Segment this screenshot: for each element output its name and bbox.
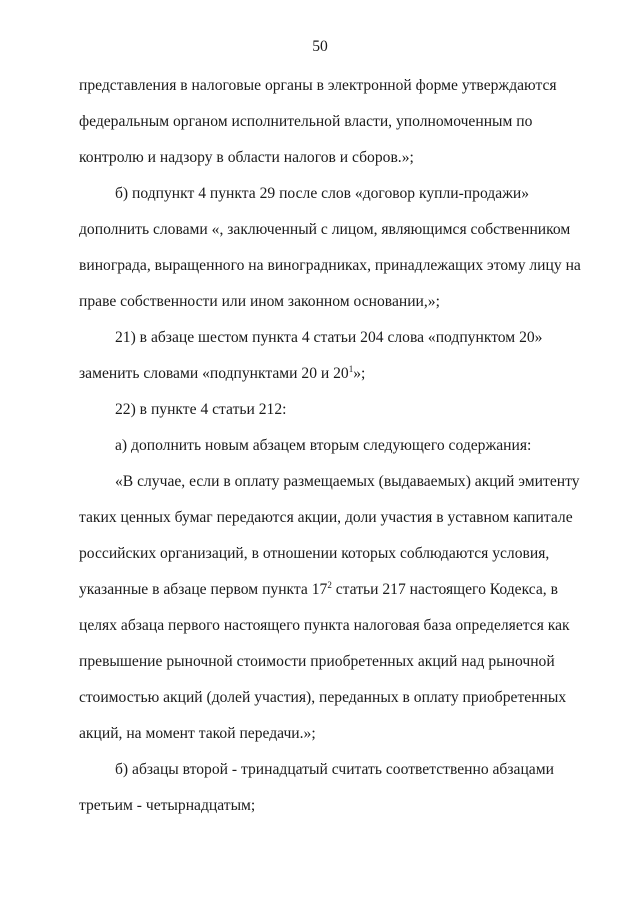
superscript: 2 [327,580,332,590]
line-text: винограда, выращенного на виноградниках, принадлежащих этому лицу на [79,257,581,274]
line-text: а) дополнить новым абзацем вторым следующего содержания: [115,437,532,454]
text-line [79,500,573,536]
text-line [79,716,567,752]
line-text: праве собственности или ином законном основании,»; [79,293,440,310]
document-body [79,68,581,824]
line-text: б) абзацы второй - тринадцатый считать соответственно абзацами [115,761,554,778]
text-line [79,284,567,320]
line-text: акций, на момент такой передачи.»; [79,725,316,742]
text-line [79,572,567,608]
text-line [79,212,571,248]
text-line [79,752,567,788]
text-line [79,68,567,104]
line-text: статьи 217 настоящего Кодекса, в [331,581,558,598]
text-line [79,356,567,392]
text-line [79,464,580,500]
text-line [79,104,567,140]
text-line [79,788,567,824]
line-text: »; [353,365,366,382]
line-text: 22) в пункте 4 статьи 212: [115,401,287,418]
line-text: «В случае, если в оплату размещаемых (выдаваемых) акций эмитенту [115,473,580,490]
line-text: целях абзаца первого настоящего пункта налоговая база определяется как [79,617,570,634]
line-text: стоимостью акций (долей участия), переданных в оплату приобретенных [79,689,567,706]
line-text: заменить словами «подпунктами 20 и 20 [79,365,349,382]
line-text: таких ценных бумаг передаются акции, доли участия в уставном капитале [79,509,573,526]
text-line [79,536,567,572]
text-line [79,680,567,716]
text-line [79,248,581,284]
line-text: указанные в абзаце первом пункта 17 [79,581,328,598]
text-line [79,320,567,356]
line-text: 21) в абзаце шестом пункта 4 статьи 204 слова «подпунктом 20» [115,329,543,346]
line-text: российских организаций, в отношении которых соблюдаются условия, [79,545,550,562]
line-text: федеральным органом исполнительной власти, уполномоченным по [79,113,533,130]
line-text: дополнить словами «, заключенный с лицом, являющимся собственником [79,221,571,238]
line-text: б) подпункт 4 пункта 29 после слов «договор купли-продажи» [115,185,530,202]
text-line [79,608,570,644]
superscript: 1 [348,364,354,374]
line-text: превышение рыночной стоимости приобретенных акций над рыночной [79,653,555,670]
text-line [79,140,567,176]
text-line [79,428,567,464]
line-text: представления в налоговые органы в электронной форме утверждаются [79,77,557,94]
line-text: контролю и надзору в области налогов и сборов.»; [79,149,414,166]
line-text: третьим - четырнадцатым; [79,797,256,814]
page-number: 50 [312,38,328,55]
text-line [79,392,567,428]
text-line [79,176,567,212]
text-line [79,644,567,680]
